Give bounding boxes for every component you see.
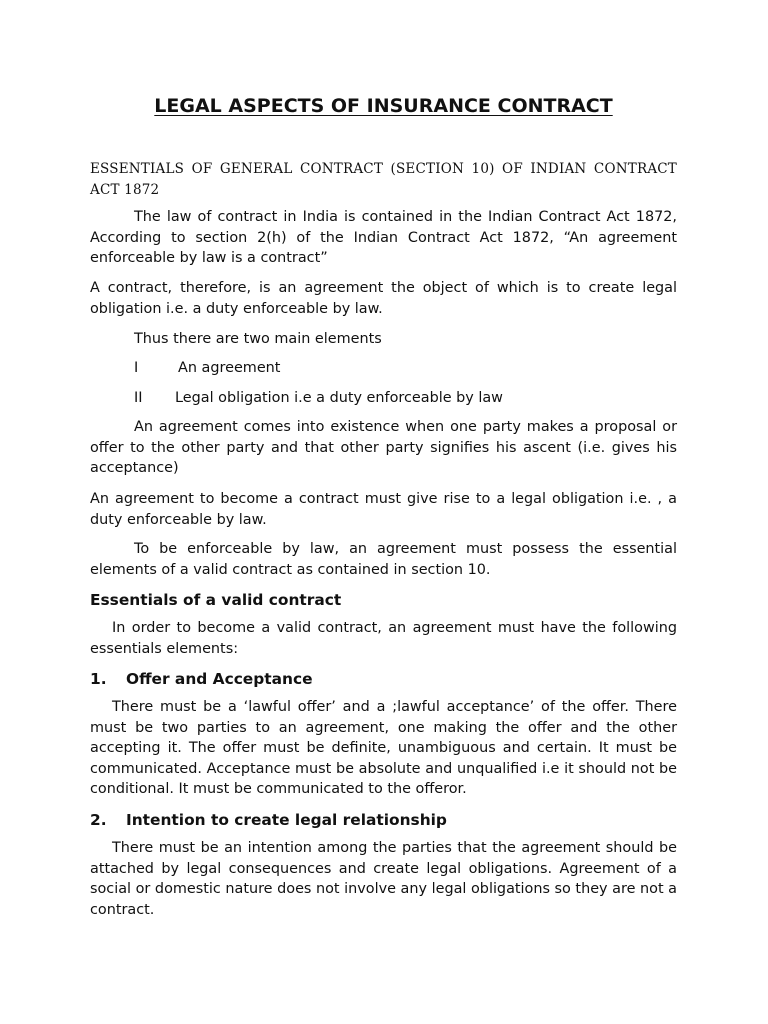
subheading-valid-contract: Essentials of a valid contract (90, 591, 342, 609)
section-number: 2. (90, 811, 107, 829)
section-body-offer-acceptance: There must be a ‘lawful offer’ and a ;lawful acceptance’ of the offer. There must be two parties to an agreement, one making the offer and the other accepting it. The offer must be definite, unambiguous and certain. It must be communicated. Acceptance must be absolute and unqualified i.e it should not be conditional. It must be communicated to the offeror. (90, 699, 677, 797)
paragraph-valid-contract-intro: In order to become a valid contract, an agreement must have the following essentials elements: (90, 620, 677, 657)
section-body-legal-intention: There must be an intention among the parties that the agreement should be attached by legal consequences and create legal obligations. Agreement of a social or domestic nature does not involve any legal obligations so they are not a contract. (90, 840, 677, 918)
section-number: 1. (90, 670, 107, 688)
element-text: An agreement (178, 360, 281, 376)
element-numeral: I (134, 360, 139, 376)
paragraph-legal-obligation: An agreement to become a contract must give rise to a legal obligation i.e. , a duty enforceable by law. (90, 491, 677, 528)
section-heading-offer-acceptance (90, 668, 313, 690)
element-text: Legal obligation i.e a duty enforceable by law (175, 390, 503, 406)
section-heading: ESSENTIALS OF GENERAL CONTRACT (SECTION 10) OF INDIAN CONTRACT ACT 1872 (90, 161, 677, 198)
paragraph-contract-definition: A contract, therefore, is an agreement the object of which is to create legal obligation i.e. a duty enforceable by law. (90, 280, 677, 317)
paragraph-law-of-contract: The law of contract in India is contained in the Indian Contract Act 1872, According to section 2(h) of the Indian Contract Act 1872, “An agreement enforceable by law is a contract” (90, 209, 677, 266)
paragraph-agreement-existence: An agreement comes into existence when one party makes a proposal or offer to the other party and that other party signifies his ascent (i.e. gives his acceptance) (90, 419, 677, 476)
document-title: LEGAL ASPECTS OF INSURANCE CONTRACT (154, 95, 613, 117)
document-page (90, 0, 677, 1024)
section-heading-text: Intention to create legal relationship (126, 811, 447, 829)
paragraph-enforceable: To be enforceable by law, an agreement must possess the essential elements of a valid contract as contained in section 10. (90, 541, 677, 578)
element-item-1 (134, 358, 280, 378)
section-heading-text: Offer and Acceptance (126, 670, 313, 688)
element-item-2 (134, 388, 503, 408)
section-heading-legal-intention (90, 809, 447, 831)
paragraph-two-elements: Thus there are two main elements (134, 331, 382, 347)
element-numeral: II (134, 390, 143, 406)
